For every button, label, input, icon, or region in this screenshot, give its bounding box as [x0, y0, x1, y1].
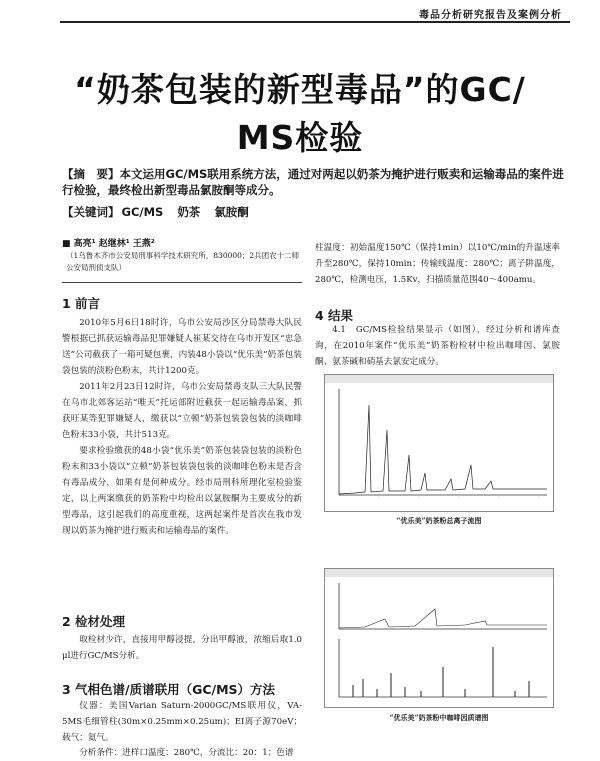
section-heading-results: 4 结果	[315, 308, 354, 323]
paragraph: 分析条件：进样口温度：280℃，分流比：20：1；色谱	[79, 748, 294, 758]
running-header: 毒品分析研究报告及案例分析	[419, 10, 562, 21]
paragraph: 4.1 GC/MS检验结果显示（如图），经过分析和谱库查询，在2010年案件“优乐美”奶茶粉检材中检出咖啡因、氯胺酮、氨茶碱和硝基去氯安定成分。	[315, 325, 560, 367]
section-gcms-method-continued	[315, 240, 560, 288]
abstract	[62, 166, 570, 198]
figure-toolbar	[325, 569, 553, 577]
section-gcms-method	[62, 698, 302, 761]
figure-toolbar	[325, 375, 553, 383]
abstract-label: 【摘 要】	[62, 167, 120, 181]
article-title-line-2: MS检验	[236, 118, 364, 157]
section-sample-prep	[62, 632, 302, 664]
paragraph: 仪器：美国Varian Saturn-2000GC/MS联用仪，VA-5MS毛细管柱(30m×0.25mm×0.25um)；EI离子源70eV；载气：氦气。	[62, 701, 302, 743]
chromatogram-trace	[339, 405, 547, 494]
section-heading-gcms-method: 3 气相色谱/质谱联用（GC/MS）方法	[62, 682, 276, 697]
x-ticks	[379, 495, 539, 498]
figure-1-caption: “优乐美”奶茶粉总离子流图	[396, 516, 482, 525]
mass-spectrum-plot	[325, 569, 553, 707]
section-introduction	[62, 315, 302, 539]
affiliation: （1乌鲁木齐市公安局刑事科学技术研究所，830000；2兵团农十二师公安局刑侦支队）	[66, 251, 300, 272]
keyword-item: 奶茶	[177, 205, 201, 219]
header-rule	[60, 21, 570, 23]
section-heading-introduction: 1 前言	[62, 296, 101, 311]
paragraph: 柱温度：初始温度150℃（保持1min）以10℃/min的升温速率升至280℃，保持10min；传输线温度：280℃；离子阱温度，280℃，检测电压，1.5Kv，扫描质量范围40～400amu。	[315, 243, 560, 285]
upper-trace	[339, 609, 547, 628]
chromatogram-plot	[325, 375, 553, 511]
paragraph: 2010年5月6日18时许，乌市公安局沙区分局禁毒大队民警根据已抓获运输毒品犯罪嫌疑人崔某交待在乌市开发区“忠急送”公司截获了一箱可疑包裹，内装48小袋以“优乐美”奶茶包装袋包装的淡粉色粉末，共计1200克。	[62, 318, 302, 376]
figure-2-caption: “优乐美”奶茶粉中咖啡因质谱图	[389, 713, 489, 722]
keyword-item: 氯胺酮	[214, 205, 249, 219]
article-title-line-1: “奶茶包装的新型毒品”的GC/	[74, 70, 526, 109]
paragraph: 要求检验缴获的48小袋“优乐美”奶茶包装袋包装的淡粉色粉末和33小袋以“立顿”奶茶包装袋包装的淡咖啡色粉末是否含有毒品成分，如果有是何种成分。经市局刑科所理化室检验鉴定，以上两案缴获的奶茶粉中均检出以氯胺酮为主要成分的新型毒品，这引起我们的高度重视，这两起案件是首次在我市发现以奶茶为掩护进行贩卖和运输毒品的案件。	[62, 446, 302, 536]
paragraph: 取检材少许，直接用甲醇浸提，分出甲醇液，浓缩后取1.0 μl进行GC/MS分析。	[62, 635, 302, 661]
keywords-label: 【关键词】	[62, 205, 120, 219]
keywords	[62, 204, 263, 220]
authors: ■ 高亮¹ 赵继林¹ 王燕²	[62, 239, 155, 249]
keyword-item: GC/MS	[121, 205, 164, 219]
spectrum-bars	[353, 647, 529, 697]
paragraph: 2011年2月23日12时许，乌市公安局禁毒支队三大队民警在乌市北郊客运站“唯天”托运部附近截获一起运输毒品案，抓获旺某等犯罪嫌疑人，缴获以“立顿”奶茶包装袋包装的淡咖啡色粉末33小袋，共计513克。	[62, 382, 302, 440]
abstract-text: 本文运用GC/MS联用系统方法，通过对两起以奶茶为掩护进行贩卖和运输毒品的案件进行检验，最终检出新型毒品氯胺酮等成分。	[62, 167, 564, 197]
section-results	[315, 322, 560, 370]
figure-mass-spectrum	[324, 568, 554, 708]
figure-total-ion-chromatogram	[324, 374, 554, 512]
section-heading-sample-prep: 2 检材处理	[62, 614, 126, 629]
column-rule	[62, 282, 302, 283]
